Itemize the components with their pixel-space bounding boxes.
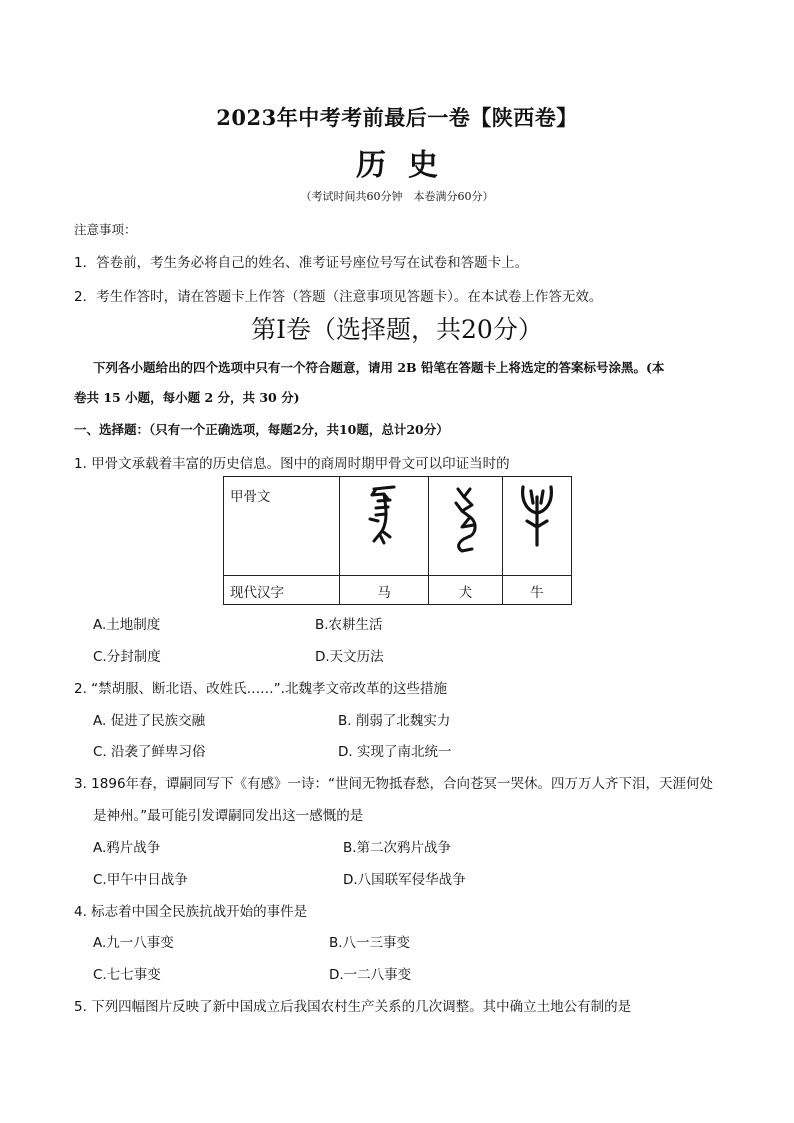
option-c: C.甲午中日战争 (93, 872, 188, 888)
option-d: D.天文历法 (315, 649, 384, 665)
option-a: A. 促进了民族交融 (93, 713, 206, 729)
section-heading: 一、选择题：（只有一个正确选项，每题2分，共10题，总计20分） (74, 422, 449, 437)
table-cell (340, 477, 429, 576)
table-cell (429, 576, 503, 605)
oracle-ox-icon (517, 481, 557, 551)
subject-title: 历史 (356, 148, 460, 183)
option-d: D. 实现了南北统一 (338, 744, 452, 760)
option-a: A.九一八事变 (93, 935, 174, 951)
question-stem: 2. “禁胡服、断北语、改姓氏……”.北魏孝文帝改革的这些措施 (74, 681, 447, 697)
part-instruction-line: 下列各小题给出的四个选项中只有一个符合题意，请用 2B 铅笔在答题卡上将选定的答案标号涂黑。(本 (93, 360, 665, 375)
exam-title: 2023年中考考前最后一卷【陕西卷】 (216, 105, 578, 130)
notice-item: 1．答卷前，考生务必将自己的姓名、准考证号座位号写在试卷和答题卡上。 (74, 255, 529, 271)
row-label-modern: 现代汉字 (230, 585, 284, 601)
question-stem-line: 3. 1896年春，谭嗣同写下《有感》一诗：“世间无物抵春愁，合向苍冥一哭休。四万万人齐下泪，天涯何处 (74, 776, 714, 792)
question-stem: 1. 甲骨文承载着丰富的历史信息。图中的商周时期甲骨文可以印证当时的 (74, 456, 510, 472)
option-d: D.八国联军侵华战争 (343, 872, 466, 888)
part-instruction-line: 卷共 15 小题，每小题 2 分，共 30 分) (74, 390, 300, 405)
notice-item: 2．考生作答时，请在答题卡上作答（答题（注意事项见答题卡）。在本试卷上作答无效。 (74, 289, 603, 305)
table-cell (224, 477, 340, 576)
option-c: C. 沿袭了鲜卑习俗 (93, 744, 206, 760)
modern-char: 牛 (530, 585, 544, 601)
question-stem: 5. 下列四幅图片反映了新中国成立后我国农村生产关系的几次调整。其中确立土地公有制的是 (74, 999, 632, 1015)
option-b: B. 削弱了北魏实力 (338, 713, 451, 729)
table-cell (224, 576, 340, 605)
option-d: D.一二八事变 (329, 967, 412, 983)
option-c: C.七七事变 (93, 967, 161, 983)
row-label-oracle: 甲骨文 (230, 489, 271, 505)
option-b: B.八一三事变 (329, 935, 411, 951)
option-b: B.农耕生活 (315, 617, 383, 633)
table-cell (340, 576, 429, 605)
question-stem: 4. 标志着中国全民族抗战开始的事件是 (74, 904, 308, 920)
table-cell (503, 477, 572, 576)
exam-info: （考试时间共60分钟 本卷满分60分） (300, 190, 494, 203)
option-a: A.土地制度 (93, 617, 161, 633)
table-cell (503, 576, 572, 605)
part-title: 第Ⅰ卷（选择题，共20分） (251, 315, 543, 344)
notice-title: 注意事项： (74, 222, 137, 237)
modern-char: 犬 (458, 585, 473, 601)
oracle-bone-table (223, 476, 572, 605)
question-stem-line: 是神州。”最可能引发谭嗣同发出这一感慨的是 (93, 808, 364, 824)
option-a: A.鸦片战争 (93, 840, 161, 856)
oracle-horse-icon (364, 481, 404, 551)
modern-char: 马 (377, 585, 391, 601)
oracle-dog-icon (448, 481, 484, 555)
table-cell (429, 477, 503, 576)
option-b: B.第二次鸦片战争 (343, 840, 452, 856)
option-c: C.分封制度 (93, 649, 161, 665)
